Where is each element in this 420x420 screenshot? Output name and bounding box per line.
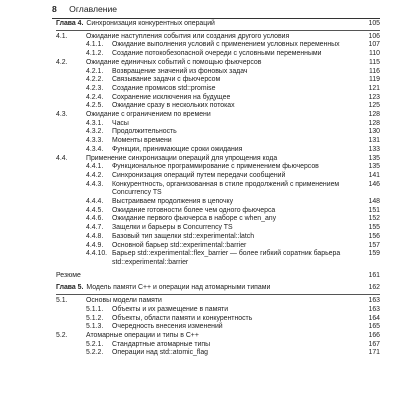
toc-entry-title: Основной барьер std::experimental::barrier [112, 241, 247, 249]
toc-entry-page: 155 [368, 224, 380, 232]
toc-entry-page: 130 [368, 128, 380, 136]
toc-entry[interactable] [56, 94, 380, 103]
toc-entry-number: 4.2.1. [86, 67, 104, 75]
toc-entry-number: 4.2.4. [86, 93, 104, 101]
toc-entry-page: 152 [368, 215, 380, 223]
toc-entry-title: Продолжительность [112, 128, 177, 136]
toc-entry-page: 163 [368, 305, 380, 313]
toc-entry-page: 164 [368, 314, 380, 322]
toc-entry-number: 5.1.2. [86, 314, 104, 322]
toc-entry-page: 162 [368, 284, 380, 292]
toc-entry-number: 4.4.10. [86, 250, 108, 258]
toc-entry-title: Ожидание готовности более чем одного фьючерса [112, 206, 276, 214]
toc-entry[interactable] [56, 215, 380, 224]
toc-entry-number: 4.4.5. [86, 206, 104, 214]
toc-entry-page: 133 [368, 145, 380, 153]
toc-entry[interactable] [56, 297, 380, 306]
toc-entry-number: 4.4.1. [86, 163, 104, 171]
toc-entry[interactable] [56, 242, 380, 251]
toc-entry-number: 4.2.3. [86, 84, 104, 92]
toc-entry-page: 135 [368, 154, 380, 162]
toc-entry-number: 4.2.5. [86, 102, 104, 110]
toc-entry-number: 4.4.3. [86, 180, 104, 188]
toc-entry-title: Конкурентность, организованная в стиле продолжений с применением Concurrency TS [112, 180, 340, 197]
toc-chapter[interactable] [56, 20, 380, 29]
toc-summary[interactable] [56, 272, 380, 281]
toc-entry[interactable] [56, 181, 380, 198]
toc-entry-title: Часы [112, 119, 129, 127]
toc-entry[interactable] [56, 128, 380, 137]
toc-entry-number: 5.2.1. [86, 340, 104, 348]
toc-entry[interactable] [56, 146, 380, 155]
toc-entry[interactable] [56, 315, 380, 324]
toc-entry-title: Создание потокобезопасной очереди с условными переменными [112, 50, 322, 58]
toc-entry-title: Ожидание выполнения условий с применением условных переменных [112, 41, 340, 49]
toc-entry-title: Основы модели памяти [86, 297, 162, 305]
toc-entry[interactable] [56, 250, 380, 267]
toc-entry-title: Ожидание наступления события или создания другого условия [86, 32, 290, 40]
toc-entry-page: 110 [369, 50, 380, 58]
toc-entry-title: Очередность внесения изменений [112, 323, 223, 331]
toc-entry-number: 4.4.2. [86, 171, 104, 179]
toc-entry[interactable] [56, 349, 380, 358]
toc-entry-title: Операции над std::atomic_flag [112, 349, 208, 357]
toc-entry-number: 4.1.1. [86, 41, 104, 49]
toc-entry-title: Создание промисов std::promise [112, 84, 216, 92]
toc-entry-title: Связывание задачи с фьючерсом [112, 76, 221, 84]
chapter-divider [56, 294, 380, 295]
toc-entry[interactable] [56, 41, 380, 50]
toc-entry-page: 121 [368, 84, 380, 92]
toc-entry[interactable] [56, 76, 380, 85]
toc-entry-title: Ожидание первого фьючерса в наборе с when_any [112, 215, 277, 223]
toc-entry-title: Резюме [56, 271, 81, 279]
toc-entry[interactable] [56, 85, 380, 94]
toc-entry-title: Синхронизация конкурентных операций [86, 20, 215, 27]
toc-entry[interactable] [56, 332, 380, 341]
toc-entry-number: 4.4.7. [86, 224, 104, 232]
toc-entry-title: Ожидание единичных событий с помощью фьючерсов [86, 58, 262, 66]
toc-entry-title: Объекты, области памяти и конкурентность [112, 314, 253, 322]
toc-entry-title: Защелки и барьеры в Concurrency TS [112, 224, 233, 232]
toc-entry-page: 128 [368, 111, 380, 119]
toc-entry[interactable] [56, 120, 380, 129]
toc-entry-number: 4.4. [56, 154, 68, 162]
toc-entry[interactable] [56, 102, 380, 111]
toc-entry-number: 4.3.3. [86, 137, 104, 145]
header-title: Оглавление [69, 4, 118, 14]
toc-entry-page: 119 [369, 76, 380, 84]
toc-entry-number: 4.3. [56, 111, 68, 119]
toc-entry-number: 5.2.2. [86, 349, 104, 357]
toc-entry-page: 125 [368, 102, 380, 110]
toc-entry-page: 107 [368, 41, 380, 49]
toc-entry-number: 4.2.2. [86, 76, 104, 84]
toc-entry-number: 5.1. [56, 297, 68, 305]
toc-entry-page: 151 [368, 206, 380, 214]
toc-entry-page: 148 [368, 198, 380, 206]
toc-entry-number: Глава 4. [56, 20, 84, 27]
toc-entry-page: 128 [368, 119, 380, 127]
toc-entry-title: Стандартные атомарные типы [112, 340, 211, 348]
toc-entry-number: 4.4.9. [86, 241, 104, 249]
toc-entry-page: 156 [368, 232, 380, 240]
toc-entry-title: Барьер std::experimental::flex_barrier — более гибкий соратник барьера std::experimental::barrier [112, 250, 341, 266]
toc-entry-number: 4.3.4. [86, 145, 104, 153]
toc-entry-title: Ожидание с ограничением по времени [86, 111, 211, 119]
toc-entry[interactable] [56, 50, 380, 59]
toc-entry[interactable] [56, 233, 380, 242]
toc-entry-number: 4.1. [56, 32, 68, 40]
toc-entry-title: Синхронизация операций путем передачи сообщений [112, 171, 286, 179]
toc-entry-title: Объекты и их размещение в памяти [112, 305, 229, 313]
toc-entry-page: 123 [368, 93, 380, 101]
toc-entry-number: 4.4.4. [86, 198, 104, 206]
toc-entry-number: Глава 5. [56, 284, 84, 292]
toc-entry[interactable] [56, 163, 380, 172]
toc-entry-page: 115 [369, 58, 380, 66]
toc-entry-number: 4.3.2. [86, 128, 104, 136]
table-of-contents [56, 20, 380, 358]
toc-entry-number: 5.1.3. [86, 323, 104, 331]
toc-entry-title: Моменты времени [112, 137, 172, 145]
toc-entry-title: Базовый тип защелки std::experimental::latch [112, 232, 255, 240]
toc-entry-page: 166 [368, 331, 380, 339]
toc-entry-number: 5.2. [56, 331, 68, 339]
toc-entry-page: 116 [369, 67, 380, 75]
toc-entry-title: Ожидание сразу в нескольких потоках [112, 102, 235, 110]
toc-entry-number: 5.1.1. [86, 305, 104, 313]
toc-entry-page: 146 [368, 180, 380, 188]
toc-entry[interactable] [56, 172, 380, 181]
toc-entry-number: 4.3.1. [86, 119, 104, 127]
toc-entry-title: Функциональное программирование с применением фьючерсов [112, 163, 319, 171]
toc-entry-title: Модель памяти C++ и операции над атомарными типами [86, 284, 271, 292]
toc-entry-page: 167 [368, 340, 380, 348]
toc-entry[interactable] [56, 224, 380, 233]
toc-entry[interactable] [56, 111, 380, 120]
toc-entry[interactable] [56, 341, 380, 350]
toc-entry-page: 141 [368, 171, 380, 179]
toc-entry-number: 4.4.8. [86, 232, 104, 240]
toc-entry-page: 159 [368, 250, 380, 258]
toc-entry-page: 157 [368, 241, 380, 249]
toc-entry-title: Возвращение значений из фоновых задач [112, 67, 248, 75]
toc-entry[interactable] [56, 59, 380, 68]
toc-entry-page: 135 [368, 163, 380, 171]
toc-entry-title: Функции, принимающие сроки ожидания [112, 145, 243, 153]
toc-entry[interactable] [56, 198, 380, 207]
toc-entry[interactable] [56, 137, 380, 146]
toc-entry[interactable] [56, 306, 380, 315]
toc-entry-page: 165 [368, 323, 380, 331]
toc-entry-page: 106 [368, 32, 380, 40]
toc-entry-number: 4.2. [56, 58, 68, 66]
toc-entry-page: 105 [368, 20, 380, 27]
toc-entry-title: Применение синхронизации операций для упрощения кода [86, 154, 278, 162]
toc-entry-page: 163 [368, 297, 380, 305]
running-header [52, 2, 380, 19]
toc-entry-page: 131 [368, 137, 380, 145]
toc-entry-title: Выстраиваем продолжения в цепочку [112, 198, 234, 206]
toc-chapter[interactable] [56, 284, 380, 293]
toc-entry[interactable] [56, 323, 380, 332]
toc-entry-title: Атомарные операции и типы в C++ [86, 331, 199, 339]
toc-entry-number: 4.1.2. [86, 50, 104, 58]
chapter-divider [56, 30, 380, 31]
toc-entry-title: Сохранение исключения на будущее [112, 93, 231, 101]
header-page-number: 8 [52, 4, 57, 14]
toc-entry-number: 4.4.6. [86, 215, 104, 223]
toc-entry[interactable] [56, 155, 380, 164]
toc-entry-page: 161 [368, 271, 380, 279]
toc-entry[interactable] [56, 68, 380, 77]
toc-entry-page: 171 [368, 349, 380, 357]
